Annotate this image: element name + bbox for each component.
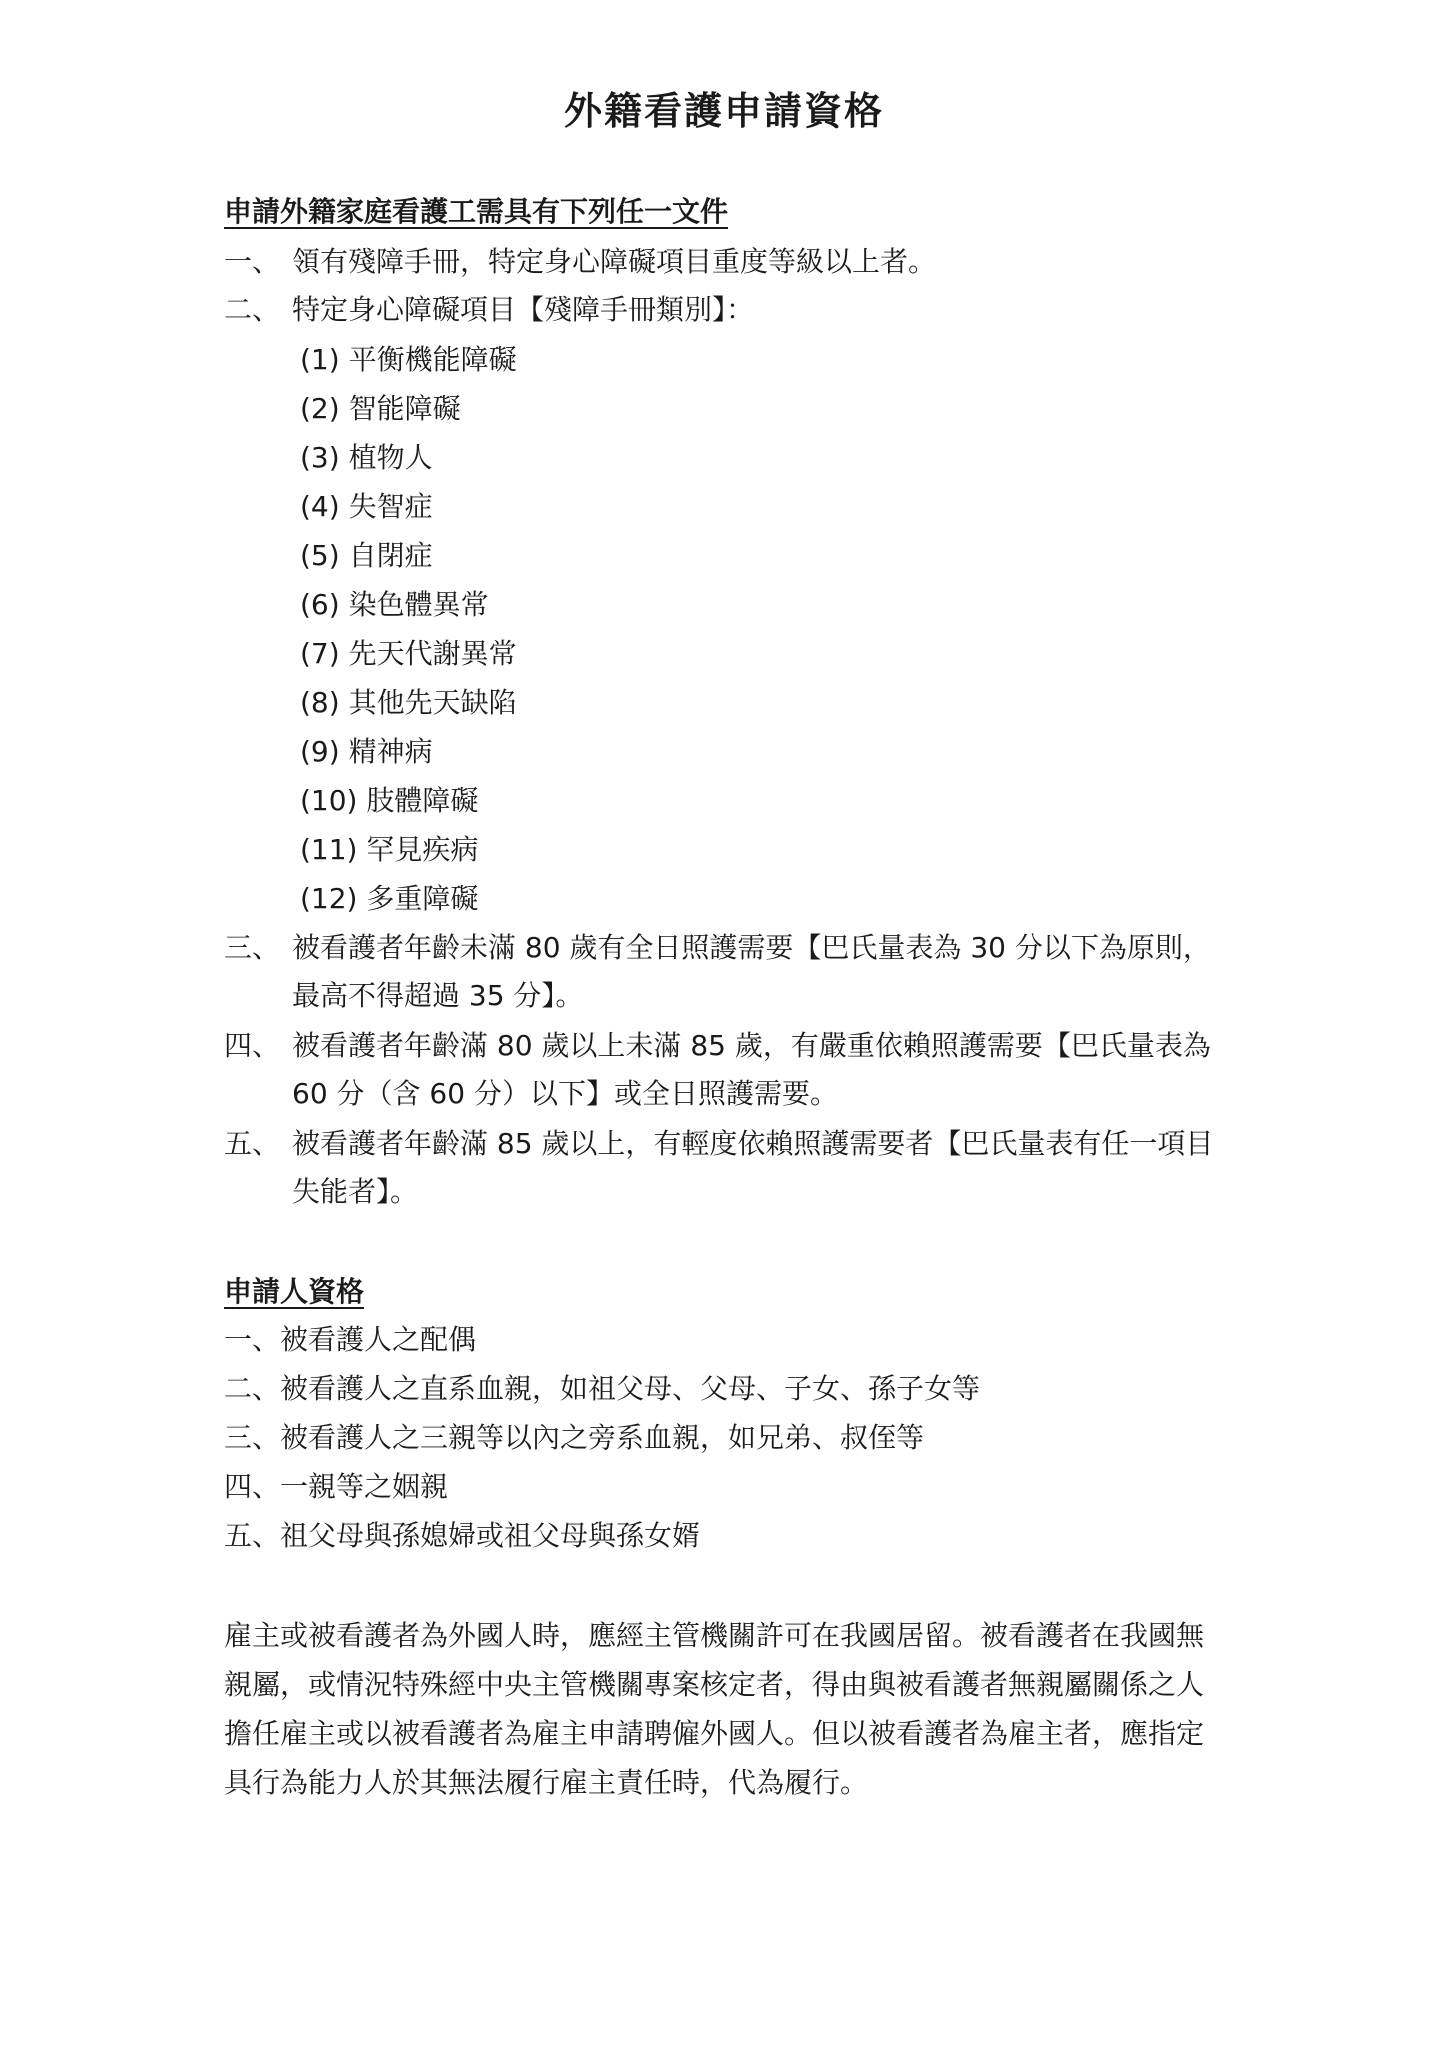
item-text: 被看護者年齡未滿 80 歲有全日照護需要【巴氏量表為 30 分以下為原則， <box>292 931 1211 964</box>
item-text: 60 分（含 60 分）以下】或全日照護需要。 <box>292 1077 838 1110</box>
category-item: (6) 染色體異常 <box>300 588 489 621</box>
category-item: (3) 植物人 <box>300 441 433 474</box>
applicant-item: 五、祖父母與孫媳婦或祖父母與孫女婿 <box>224 1519 701 1552</box>
category-item: (1) 平衡機能障礙 <box>300 343 517 376</box>
section-heading-documents: 申請外籍家庭看護工需具有下列任一文件 <box>224 195 729 228</box>
item-number: 五、 <box>224 1127 281 1160</box>
note-paragraph-line: 具行為能力人於其無法履行雇主責任時，代為履行。 <box>224 1766 869 1799</box>
item-number: 二、 <box>224 293 281 326</box>
item-text: 被看護者年齡滿 85 歲以上，有輕度依賴照護需要者【巴氏量表有任一項目 <box>292 1127 1214 1160</box>
item-text: 特定身心障礙項目【殘障手冊類別】： <box>292 293 755 326</box>
item-number: 三、 <box>224 931 281 964</box>
applicant-item: 一、被看護人之配偶 <box>224 1323 477 1356</box>
category-item: (10) 肢體障礙 <box>300 784 479 817</box>
item-number: 一、 <box>224 245 281 278</box>
note-paragraph-line: 擔任雇主或以被看護者為雇主申請聘僱外國人。但以被看護者為雇主者，應指定 <box>224 1717 1205 1750</box>
category-item: (12) 多重障礙 <box>300 882 479 915</box>
applicant-item: 二、被看護人之直系血親，如祖父母、父母、子女、孫子女等 <box>224 1372 981 1405</box>
item-text: 失能者】。 <box>292 1175 419 1208</box>
category-item: (4) 失智症 <box>300 490 433 523</box>
section-heading-applicant: 申請人資格 <box>224 1275 365 1308</box>
item-text: 領有殘障手冊，特定身心障礙項目重度等級以上者。 <box>292 245 937 278</box>
page-title: 外籍看護申請資格 <box>563 89 884 133</box>
item-text: 最高不得超過 35 分】。 <box>292 979 584 1012</box>
category-item: (9) 精神病 <box>300 735 433 768</box>
category-item: (2) 智能障礙 <box>300 392 461 425</box>
category-item: (7) 先天代謝異常 <box>300 637 517 670</box>
item-number: 四、 <box>224 1029 281 1062</box>
note-paragraph-line: 雇主或被看護者為外國人時，應經主管機關許可在我國居留。被看護者在我國無 <box>224 1619 1205 1652</box>
item-text: 被看護者年齡滿 80 歲以上未滿 85 歲，有嚴重依賴照護需要【巴氏量表為 <box>292 1029 1211 1062</box>
applicant-item: 四、一親等之姻親 <box>224 1470 449 1503</box>
applicant-item: 三、被看護人之三親等以內之旁系血親，如兄弟、叔侄等 <box>224 1421 925 1454</box>
category-item: (5) 自閉症 <box>300 539 433 572</box>
category-item: (11) 罕見疾病 <box>300 833 479 866</box>
category-item: (8) 其他先天缺陷 <box>300 686 517 719</box>
note-paragraph-line: 親屬，或情況特殊經中央主管機關專案核定者，得由與被看護者無親屬關係之人 <box>224 1668 1205 1701</box>
